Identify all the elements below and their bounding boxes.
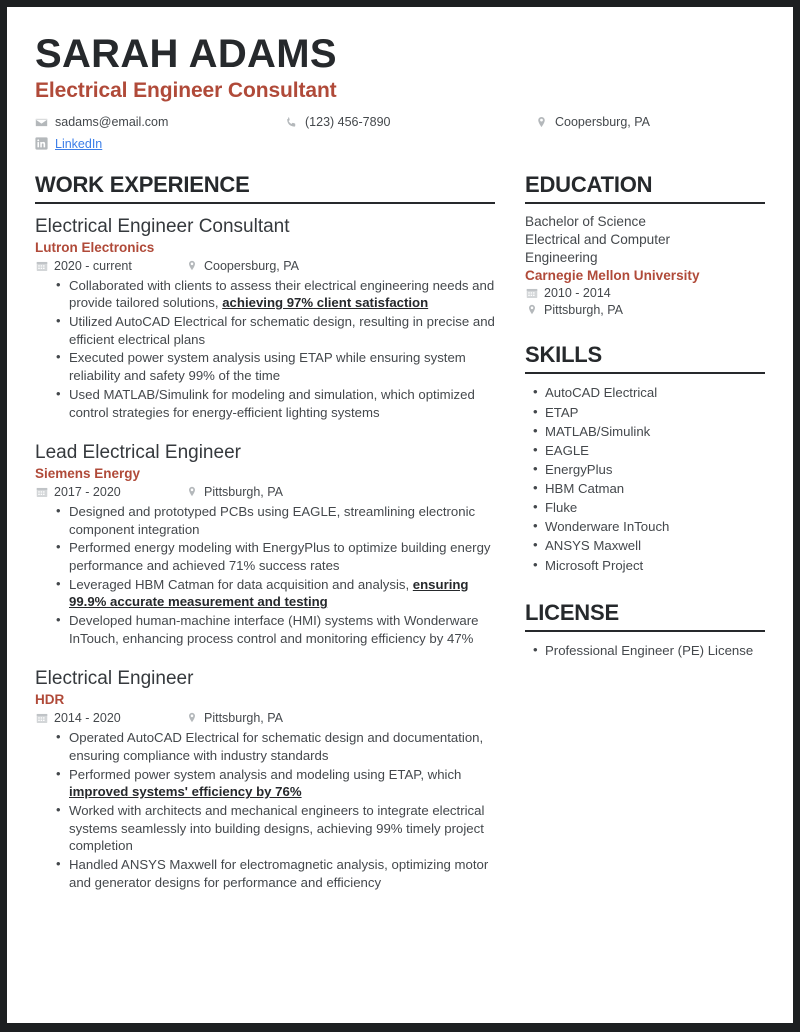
contact-location-text: Coopersburg, PA [555, 115, 650, 129]
map-pin-icon [185, 712, 198, 725]
job-company: Lutron Electronics [35, 239, 155, 255]
education-field-line-1: Electrical and Computer [525, 232, 671, 248]
map-pin-icon [185, 485, 198, 498]
job-bullet: • Designed and prototyped PCBs using EAGLE, streamlining electronic component integration [69, 503, 495, 538]
contact-phone[interactable] [285, 116, 535, 130]
education-title: EDUCATION [525, 173, 765, 204]
job-bullet: • Worked with architects and mechanical engineers to integrate electrical systems seamlessly into building designs, achieving 99% timely project completion [69, 802, 495, 855]
education-field-line-2: Engineering [525, 250, 598, 266]
job-bullet: • Developed human-machine interface (HMI) systems with Wonderware InTouch, enhancing process control and monitoring efficiency by 47% [69, 612, 495, 647]
skill-item: • HBM Catman [545, 479, 765, 498]
job-company: Siemens Energy [35, 465, 141, 481]
job-title: Electrical Engineer [35, 668, 194, 690]
job-bullet: • Performed power system analysis and modeling using ETAP, which improved systems' efficiency by 76% [69, 766, 495, 801]
skill-item: • AutoCAD Electrical [545, 383, 765, 402]
education-dates-text: 2010 - 2014 [544, 286, 611, 301]
calendar-icon [525, 287, 538, 300]
job-meta [35, 259, 495, 273]
map-pin-icon [185, 259, 198, 272]
section-skills [525, 343, 765, 575]
skills-list [525, 383, 765, 574]
calendar-icon [35, 485, 48, 498]
section-education [525, 173, 765, 317]
job-location [185, 485, 283, 499]
job-bullet-highlight: ensuring 99.9% accurate measurement and testing [69, 576, 469, 610]
section-work-experience [35, 173, 495, 892]
skill-item: • Wonderware InTouch [545, 517, 765, 536]
job-bullet: • Leveraged HBM Catman for data acquisition and analysis, ensuring 99.9% accurate measurement and testing [69, 576, 495, 611]
contact-phone-text: (123) 456-7890 [305, 115, 391, 129]
job-location-text: Pittsburgh, PA [204, 711, 283, 726]
contact-linkedin-link[interactable]: LinkedIn [55, 136, 103, 151]
contact-info [35, 116, 765, 151]
phone-icon [285, 116, 298, 129]
contact-location [535, 116, 765, 130]
job-dates-text: 2017 - 2020 [54, 484, 121, 499]
work-experience-list [35, 215, 495, 891]
job-meta [35, 485, 495, 499]
right-column [525, 173, 765, 660]
skill-item: • MATLAB/Simulink [545, 422, 765, 441]
resume-body [35, 173, 765, 893]
calendar-icon [35, 712, 48, 725]
job-title: Lead Electrical Engineer [35, 442, 241, 464]
job-dates-text: 2020 - current [54, 258, 132, 273]
job-bullet: • Used MATLAB/Simulink for modeling and simulation, which optimized control strategies for energy-efficient lighting systems [69, 386, 495, 421]
skills-title: SKILLS [525, 343, 765, 374]
job-location-text: Pittsburgh, PA [204, 484, 283, 499]
linkedin-icon [35, 137, 48, 150]
skill-item: • ETAP [545, 403, 765, 422]
job-bullet-list [35, 503, 495, 648]
work-experience-title: WORK EXPERIENCE [35, 173, 495, 204]
job-location [185, 259, 299, 273]
job-title: Electrical Engineer Consultant [35, 215, 290, 237]
job-location-text: Coopersburg, PA [204, 258, 299, 273]
skill-item: • Fluke [545, 498, 765, 517]
job-bullet-highlight: improved systems' efficiency by 76% [69, 784, 302, 800]
job-bullet: • Handled ANSYS Maxwell for electromagnetic analysis, optimizing motor and generator designs for performance and efficiency [69, 856, 495, 891]
education-location [525, 303, 765, 317]
resume-page [7, 7, 793, 1023]
skill-item: • EnergyPlus [545, 460, 765, 479]
skill-item: • Microsoft Project [545, 556, 765, 575]
job-bullet: • Performed energy modeling with EnergyPlus to optimize building energy performance and achieved 71% success rates [69, 539, 495, 574]
job-entry [35, 667, 495, 891]
job-company: HDR [35, 692, 65, 708]
job-bullet-highlight: achieving 97% client satisfaction [222, 295, 429, 311]
map-pin-icon [535, 116, 548, 129]
education-school: Carnegie Mellon University [525, 268, 700, 284]
contact-email-text: sadams@email.com [55, 115, 169, 129]
job-bullet: • Collaborated with clients to assess their electrical engineering needs and provide tailored solutions, achieving 97% client satisfaction [69, 277, 495, 312]
resume-header [35, 33, 765, 151]
job-meta [35, 711, 495, 725]
contact-linkedin[interactable] [35, 137, 285, 151]
education-entry [525, 213, 765, 317]
license-list [525, 641, 765, 660]
calendar-icon [35, 259, 48, 272]
section-license [525, 601, 765, 660]
education-degree: Bachelor of Science [525, 213, 646, 229]
left-column [35, 173, 495, 893]
job-dates-text: 2014 - 2020 [54, 711, 121, 726]
job-bullet: • Utilized AutoCAD Electrical for schematic design, resulting in precise and efficient electrical plans [69, 313, 495, 348]
candidate-name: SARAH ADAMS [35, 32, 337, 76]
job-dates [35, 485, 185, 499]
job-dates [35, 259, 185, 273]
contact-email[interactable] [35, 116, 285, 130]
candidate-headline: Electrical Engineer Consultant [35, 79, 337, 102]
job-dates [35, 711, 185, 725]
envelope-icon [35, 116, 48, 129]
job-bullet: • Operated AutoCAD Electrical for schematic design and documentation, ensuring compliance with industry standards [69, 729, 495, 764]
license-item: • Professional Engineer (PE) License [545, 641, 765, 660]
job-entry [35, 215, 495, 421]
map-pin-icon [525, 304, 538, 317]
license-title: LICENSE [525, 601, 765, 632]
skill-item: • ANSYS Maxwell [545, 536, 765, 555]
education-dates [525, 286, 765, 300]
job-bullet-list [35, 277, 495, 422]
job-entry [35, 441, 495, 647]
job-location [185, 711, 283, 725]
education-location-text: Pittsburgh, PA [544, 303, 623, 318]
job-bullet-list [35, 729, 495, 891]
job-bullet: • Executed power system analysis using ETAP while ensuring system reliability and safety 99% of the time [69, 349, 495, 384]
skill-item: • EAGLE [545, 441, 765, 460]
